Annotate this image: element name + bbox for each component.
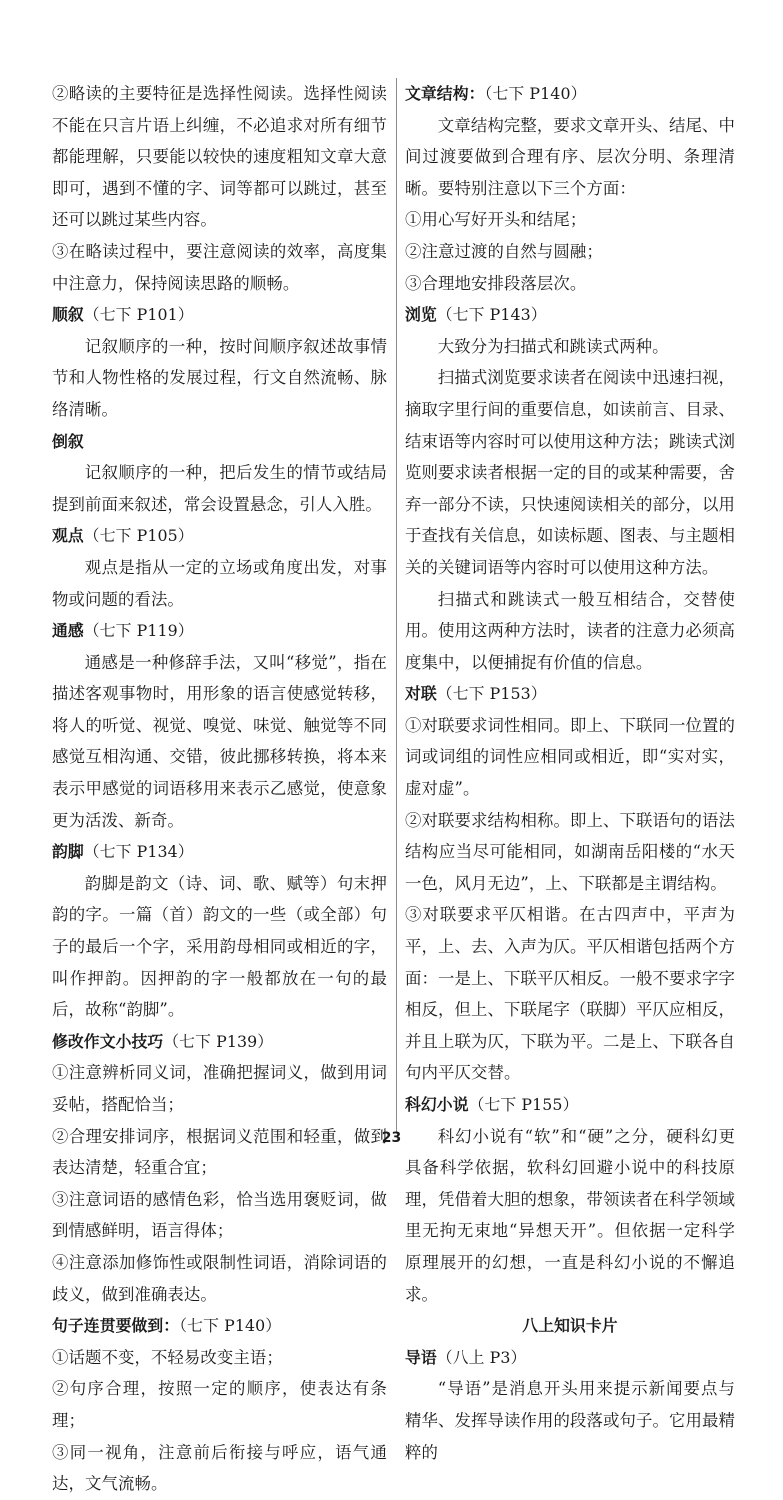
heading-ref: （七下 P119）: [83, 621, 194, 641]
knowledge-card-title: 八上知识卡片: [522, 1316, 618, 1336]
liulan-para-1: 大致分为扫描式和跳读式两种。: [437, 336, 669, 356]
jiegou-item-1: ①用心写好开头和结尾；: [405, 210, 587, 230]
section-heading-guandian: [52, 520, 387, 552]
section-heading-juzi: [52, 1310, 387, 1342]
daoyu-body: “导语”是消息开头用来提示新闻要点与精华、发挥导读作用的段落或句子。它用最精粹的: [405, 1379, 735, 1462]
duilian-item-2: ②对联要求结构相称。即上、下联语句的语法结构应当尽可能相同，如湖南岳阳楼的“水天一色，风月无边”，上、下联都是主谓结构。: [405, 810, 735, 893]
xiugai-item-3: ③注意词语的感情色彩，恰当选用褒贬词，做到情感鲜明，语言得体；: [52, 1189, 387, 1241]
section-heading-yunjiao: [52, 836, 387, 868]
heading-ref: （七下 P140）: [179, 1316, 282, 1336]
heading-text: 文章结构：: [405, 84, 485, 103]
xiugai-item-4: ④注意添加修饰性或限制性词语，消除词语的歧义，做到准确表达。: [52, 1252, 387, 1304]
yunjiao-body: 韵脚是韵文（诗、词、歌、赋等）句末押韵的字。一篇（首）韵文的一些（或全部）句子的最后一个字，采用韵母相同或相近的字，叫作押韵。因押韵的字一般都放在一句的最后，故称“韵脚”。: [52, 873, 387, 1020]
heading-ref: （七下 P155）: [468, 1095, 579, 1114]
liulan-para-2: 扫描式浏览要求读者在阅读中迅速扫视，摘取字里行间的重要信息，如读前言、目录、结束语等内容时可以使用这种方法；跳读式浏览则要求读者根据一定的目的或某种需要，舍弃一部分不读，只快速阅读相关的部分，以用于查找有关信息，如读标题、图表、与主题相关的关键词语等内容时可以使用这种方法。: [405, 368, 735, 577]
jiegou-item-2: ②注意过渡的自然与圆融；: [405, 241, 603, 261]
section-heading-xiugai: [52, 1026, 387, 1058]
kehuan-body: 科幻小说有“软”和“硬”之分，硬科幻更具备科学依据，软科幻回避小说中的科技原理，凭借着大胆的想象，带领读者在科学领域里无拘无束地“异想天开”。但依据一定科学原理展开的幻想，一直是科幻小说的不懈追求。: [405, 1126, 735, 1304]
heading-ref: （七下 P101）: [83, 305, 194, 325]
heading-ref: （七下 P153）: [436, 684, 547, 704]
heading-text: 对联: [405, 684, 437, 704]
skimming-point-3: ③在略读过程中，要注意阅读的效率，高度集中注意力，保持阅读思路的顺畅。: [52, 241, 387, 293]
heading-ref: （七下 P140）: [484, 84, 587, 103]
liulan-para-3: 扫描式和跳读式一般互相结合，交替使用。使用这两种方法时，读者的注意力必须高度集中，以便捕捉有价值的信息。: [405, 589, 735, 672]
xiugai-item-1: ①注意辨析同义词，准确把握词义，做到用词妥帖，搭配恰当；: [52, 1063, 387, 1114]
jiegou-body: 文章结构完整，要求文章开头、结尾、中间过渡要做到合理有序、层次分明、条理清晰。要特别注意以下三个方面：: [405, 115, 735, 198]
left-column: [52, 78, 387, 1500]
heading-text: 句子连贯要做到：: [52, 1316, 180, 1336]
juzi-item-2: ②句序合理，按照一定的顺序，使表达有条理；: [52, 1379, 387, 1430]
section-heading-daoyu: [405, 1342, 735, 1374]
section-heading-duilian: [405, 678, 735, 710]
heading-ref: （八上 P3）: [436, 1347, 527, 1367]
heading-text: 韵脚: [52, 842, 84, 862]
heading-text: 观点: [52, 526, 84, 546]
page-number: 23: [381, 1130, 402, 1146]
juzi-item-3: ③同一视角，注意前后衔接与呼应，语气通达，文气流畅。: [52, 1442, 387, 1494]
heading-text: 浏览: [405, 305, 437, 325]
daoxu-body: 记叙顺序的一种，把后发生的情节或结局提到前面来叙述，常会设置悬念，引人入胜。: [52, 463, 387, 514]
heading-ref: （七下 P143）: [436, 305, 547, 325]
heading-ref: （七下 P139）: [163, 1031, 274, 1051]
jiegou-item-3: ③合理地安排段落层次。: [405, 273, 587, 293]
duilian-item-3: ③对联要求平仄相谐。在古四声中，平声为平，上、去、入声为仄。平仄相谐包括两个方面：一是上、下联平仄相反。一般不要求字字相反，但上、下联尾字（联脚）平仄应相反，并且上联为仄，下联为平。二是上、下联各自句内平仄交替。: [405, 905, 735, 1083]
section-heading-shunxu: [52, 299, 387, 331]
right-column: [405, 78, 735, 1468]
heading-text: 顺叙: [52, 305, 84, 325]
section-heading-jiegou: [405, 78, 735, 110]
section-heading-tonggan: [52, 615, 387, 647]
shunxu-body: 记叙顺序的一种，按时间顺序叙述故事情节和人物性格的发展过程，行文自然流畅、脉络清晰。: [52, 336, 387, 419]
heading-text: 修改作文小技巧: [52, 1031, 164, 1051]
heading-ref: （七下 P105）: [83, 526, 194, 546]
heading-text: 通感: [52, 621, 84, 641]
section-heading-daoxu: [52, 426, 387, 458]
guandian-body: 观点是指从一定的立场或角度出发，对事物或问题的看法。: [52, 557, 387, 609]
heading-ref: （七下 P134）: [83, 842, 194, 862]
skimming-point-2: ②略读的主要特征是选择性阅读。选择性阅读不能在只言片语上纠缠，不必追求对所有细节都能理解，只要能以较快的速度粗知文章大意即可，遇到不懂的字、词等都可以跳过，甚至还可以跳过某些内容。: [52, 84, 387, 230]
column-divider: [396, 78, 397, 1133]
section-heading-kehuan: [405, 1089, 735, 1121]
tonggan-body: 通感是一种修辞手法，又叫“移觉”，指在描述客观事物时，用形象的语言使感觉转移，将人的听觉、视觉、嗅觉、味觉、触觉等不同感觉互相沟通、交错，彼此挪移转换，将本来表示甲感觉的词语移用来表示乙感觉，使意象更为活泼、新奇。: [52, 652, 387, 830]
heading-text: 导语: [405, 1347, 437, 1367]
heading-text: 倒叙: [52, 431, 84, 451]
duilian-item-1: ①对联要求词性相同。即上、下联同一位置的词或词组的词性应相同或相近，即“实对实，虚对虚”。: [405, 715, 735, 799]
xiugai-item-2: ②合理安排词序，根据词义范围和轻重，做到表达清楚，轻重合宜；: [52, 1126, 387, 1178]
juzi-item-1: ①话题不变，不轻易改变主语；: [52, 1347, 283, 1367]
section-heading-liulan: [405, 299, 735, 331]
heading-text: 科幻小说: [405, 1095, 469, 1114]
